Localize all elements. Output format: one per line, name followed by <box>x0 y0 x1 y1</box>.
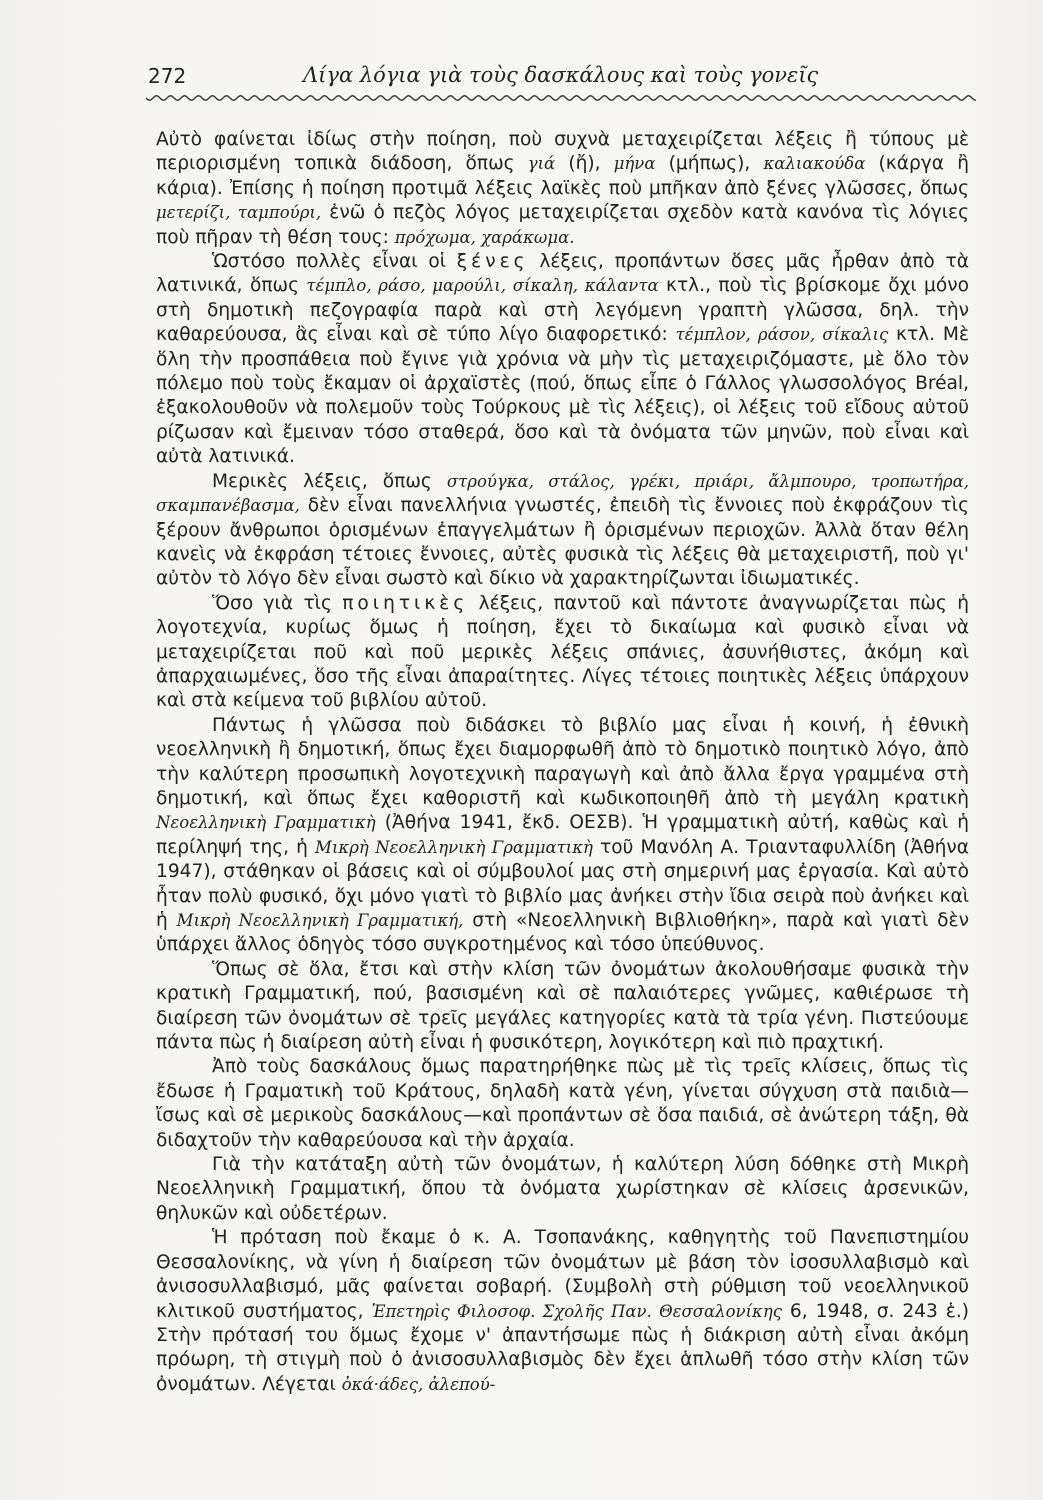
text-run: Ἀπὸ τοὺς δασκάλους ὅμως παρατηρήθηκε πὼς μὲ τὶς τρεῖς κλίσεις, ὅπως τὶς ἔδωσε ἡ Γραματικὴ τοῦ Κράτους, δηλαδὴ κατὰ γένη, γίνεται σύγχυση στὰ παιδιὰ—ἴσως καὶ σὲ μερικοὺς δασκάλους—καὶ προπάντων σὲ ὅσα παιδιά, σὲ ἀνώτερη τάξη, θὰ διδαχτοῦν τὴν καθαρεύουσα καὶ τὴν ἀρχαία. <box>156 1056 969 1151</box>
italic-term: Νεοελληνικὴ Γραμματικὴ <box>156 813 376 833</box>
paragraph <box>156 958 969 1056</box>
text-run: κτλ., ποὺ τὶς βρίσκομε ὄχι μόνο στὴ δημοτικὴ πεζογραφία παρὰ καὶ στὴ λεγόμενη γραπτὴ γλῶσσα, δηλ. τὴν καθαρεύουσα, ἂς εἶναι καὶ σὲ τύπο λίγο διαφορετικό: <box>156 275 969 346</box>
italic-term: μήνα <box>613 154 656 174</box>
paragraph <box>156 714 969 958</box>
text-run: ἐνῶ ὁ πεζὸς λόγος μεταχειρίζεται σχεδὸν κατὰ κανόνα τὶς λόγιες ποὺ πῆραν τὴ θέση τους: <box>156 202 969 248</box>
text-run: Γιὰ τὴν κατάταξη αὐτὴ τῶν ὀνομάτων, ἡ καλύτερη λύση δόθηκε στὴ Μικρὴ Νεοελληνικὴ Γραμματική, ὅπου τὰ ὀνόματα χωρίστηκαν σὲ κλίσεις ἀρσενικῶν, θηλυκῶν καὶ οὐδετέρων. <box>156 1154 969 1224</box>
italic-term: τέμπλον, ράσον, σίκαλις <box>675 325 889 345</box>
text-run: Ὅπως σὲ ὅλα, ἔτσι καὶ στὴν κλίση τῶν ὀνομάτων ἀκολουθήσαμε φυσικὰ τὴν κρατικὴ Γραμματική, πού, βασισμένη καὶ σὲ παλαιότερες γνῶμες, καθιέρωσε τὴ διαίρεση τῶν ὀνομάτων σὲ τρεῖς μεγάλες κατηγορίες κατὰ τὰ τρία γένη. Πιστεύουμε πάντα πὼς ἡ διαίρεση αὐτὴ εἶναι ἡ φυσικότερη, λογικότερη καὶ πιὸ πραχτική. <box>156 958 969 1054</box>
page-header <box>148 64 978 94</box>
spaced-term: ξένες <box>456 251 529 273</box>
text-run: λέξεις, προπάντων ὅσες μᾶς ἦρθαν ἀπὸ τὰ λατινικά, ὅπως <box>156 251 969 297</box>
paragraph <box>156 592 969 714</box>
italic-term: Μικρὴ Νεοελληνικὴ Γραμματική, <box>176 911 464 930</box>
italic-term: μετερίζι, ταμπούρι, <box>156 203 322 223</box>
body-text <box>156 128 969 1468</box>
italic-term: στρούγκα, στάλος, γρέκι, πριάρι, ἄλμπουρο, τροπωτήρα, σκαμπανέβασμα, <box>156 471 969 516</box>
paragraph <box>156 1226 969 1397</box>
italic-term: Ἐπετηρὶς Φιλοσοφ. Σχολῆς Παν. Θεσσαλονίκης <box>371 1301 782 1321</box>
paragraph <box>156 1055 969 1153</box>
header-wavy-rule <box>146 94 976 102</box>
italic-term: Μικρὴ Νεοελληνικὴ Γραμματικὴ <box>315 837 593 857</box>
paragraph <box>156 470 969 592</box>
text-run: λέξεις, παντοῦ καὶ πάντοτε ἀναγνωρίζεται πὼς ἡ λογοτεχνία, κυρίως ὅμως ἡ ποίηση, ἔχει τὸ δικαίωμα καὶ φυσικὸ εἶναι νὰ μεταχειρίζεται ποῦ καὶ ποῦ μερικὲς λέξεις σπάνιες, ἀσυνήθιστες, ἀκόμη καὶ ἀπαρχαιωμένες, ὅσο τῆς εἶναι ἀπαραίτητες. Λίγες τέτοιες ποιητικὲς λέξεις ὑπάρχουν καὶ στὰ κείμενα τοῦ βιβλίου αὐτοῦ. <box>156 592 969 712</box>
text-run: Ὅσο γιὰ τὶς <box>212 592 343 614</box>
text-run: δὲν εἶναι πανελλήνια γνωστές, ἐπειδὴ τὶς ἔννοιες ποὺ ἐκφράζουν τὶς ξέρουν ἄνθρωποι ὁρισμένων ἐπαγγελμάτων ἢ ὁρισμένων περιοχῶν. Ἀλλὰ ὅταν θέλη κανεὶς νὰ ἐκφράση τέτοιες ἔννοιες, αὐτὲς φυσικὰ τὶς λέξεις θὰ μεταχειριστῆ, ποὺ γι' αὐτὸν τὸ λόγο δὲν εἶναι σωστὸ καὶ δίκιο νὰ χαρακτηρίζωνται ἰδιωματικές. <box>156 495 969 590</box>
text-run: (Ἀθήνα 1941, ἔκδ. ΟΕΣΒ). Ἡ γραμματικὴ αὐτή, καθὼς καὶ ἡ περίληψή της, ἡ <box>156 812 969 858</box>
paragraph <box>156 1153 969 1226</box>
text-run: τοῦ Μανόλη Α. Τριανταφυλλίδη (Ἀθήνα 1947), στάθηκαν οἱ βάσεις καὶ οἱ σύμβουλοί μας στὴ σημερινή μας ἐργασία. Καὶ αὐτὸ ἦταν πολὺ φυσικό, ὄχι μόνο γιατὶ τὸ βιβλίο μας ἀνήκει στὴν ἴδια σειρὰ ποὺ ἀνήκει καὶ ἡ <box>156 836 969 931</box>
text-run: κτλ. Μὲ ὅλη τὴν προσπάθεια ποὺ ἔγινε γιὰ χρόνια νὰ μὴν τὶς μεταχειριζόμαστε, μὲ ὅλο τὸν πόλεμο ποὺ τοὺς ἔκαμαν οἱ ἀρχαϊστὲς (πού, ὅπως εἶπε ὁ Γάλλος γλωσσολόγος Bréal, ἐξακολουθοῦν νὰ πολεμοῦν τοὺς Τούρκους μὲ τὶς λέξεις), οἱ λέξεις τοῦ εἴδους αὐτοῦ ρίζωσαν καὶ ἔμειναν τόσο σταθερά, ὅσο καὶ τὰ ὀνόματα τῶν μηνῶν, ποὺ εἶναι καὶ αὐτὰ λατινικά. <box>156 324 969 468</box>
italic-term: ὀκά·άδες, ἀλεπού- <box>341 1374 496 1394</box>
text-run: Ὡστόσο πολλὲς εἶναι οἱ <box>212 251 457 273</box>
text-run: Μερικὲς λέξεις, ὅπως <box>212 470 447 492</box>
text-run: Ἡ πρόταση ποὺ ἔκαμε ὁ κ. Α. Τσοπανάκης, καθηγητὴς τοῦ Πανεπιστημίου Θεσσαλονίκης, νὰ γίνη ἡ διαίρεση τῶν ὀνομάτων μὲ βάση τὸν ἰσοσυλλαβισμὸ καὶ ἀνισοσυλλαβισμό, μᾶς φαίνεται σοβαρή. (Συμβολὴ στὴ ρύθμιση τοῦ νεοελληνικοῦ κλιτικοῦ συστήματος, <box>156 1227 969 1322</box>
text-run: (μήπως), <box>655 153 764 175</box>
italic-term: καλιακούδα <box>763 154 866 174</box>
text-run: (κάργα ἢ κάρια). Ἐπίσης ἡ ποίηση προτιμᾶ λέξεις λαϊκὲς ποὺ μπῆκαν ἀπὸ ξένες γλῶσσες, ὅπως <box>156 153 969 199</box>
text-run: (ἤ), <box>555 153 614 175</box>
spaced-term: ποιητικὲς <box>342 592 469 614</box>
text-run: 6, 1948, σ. 243 ἑ.) Στὴν πρότασή του ὅμως ἔχομε ν' ἀπαντήσωμε πὼς ἡ διάκριση αὐτὴ εἶναι ἀκόμη πρόωρη, τὴ στιγμὴ ποὺ ὁ ἀνισοσυλλαβισμὸς δὲν ἔχει ἁπλωθῆ τόσο στὴν κλίση τῶν ὀνομάτων. Λέγεται <box>156 1300 969 1395</box>
italic-term: τέμπλο, ράσο, μαρούλι, σίκαλη, κάλαντα <box>306 276 659 296</box>
text-run: Πάντως ἡ γλῶσσα ποὺ διδάσκει τὸ βιβλίο μας εἶναι ἡ κοινή, ἡ ἐθνικὴ νεοελληνικὴ ἢ δημοτική, ὅπως ἔχει διαμορφωθῆ ἀπὸ τὸ δημοτικὸ ποιητικὸ λόγο, ἀπὸ τὴν καλύτερη προσωπικὴ λογοτεχνικὴ παραγωγὴ καὶ ἀπὸ ἄλλα ἔργα γραμμένα στὴ δημοτική, καὶ ὅπως ἔχει καθοριστῆ καὶ κωδικοποιηθῆ ἀπὸ τὴ μεγάλη κρατικὴ <box>156 714 969 809</box>
running-title: Λίγα λόγια γιὰ τοὺς δασκάλους καὶ τοὺς γονεῖς <box>303 63 819 87</box>
paragraph <box>156 128 969 250</box>
italic-term: πρόχωμα, χαράκωμα. <box>394 227 575 247</box>
text-run: Αὐτὸ φαίνεται ἰδίως στὴν ποίηση, ποὺ συχνὰ μεταχειρίζεται λέξεις ἢ τύπους μὲ περιορισμένη τοπικὰ διάδοση, ὅπως <box>156 129 969 175</box>
paragraph <box>156 250 969 470</box>
text-run: στὴ «Νεοελληνικὴ Βιβλιοθήκη», παρὰ καὶ γιατὶ δὲν ὑπάρχει ἄλλος ὁδηγὸς τόσο συγκροτημένος καὶ τόσο ὑπεύθυνος. <box>156 910 969 956</box>
page-number: 272 <box>148 64 187 88</box>
italic-term: γιά <box>527 154 556 174</box>
